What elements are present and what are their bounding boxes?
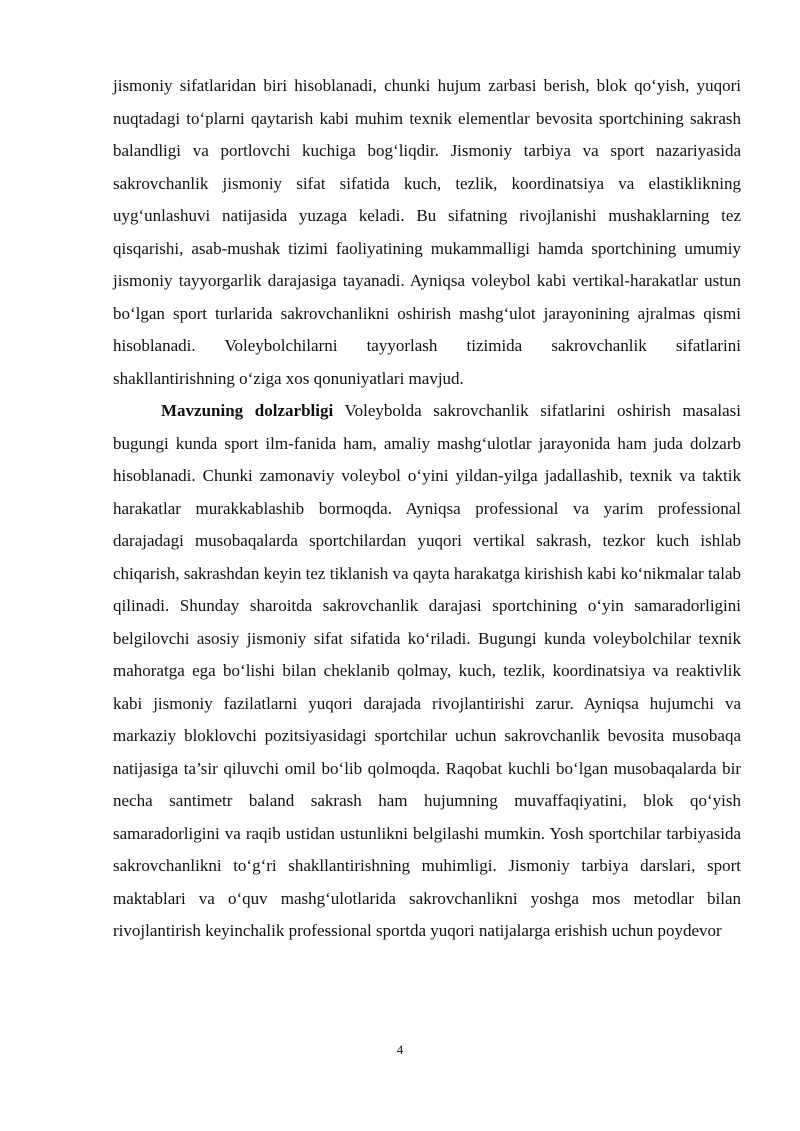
document-page xyxy=(113,70,741,948)
section-heading-inline: Mavzuning dolzarbligi xyxy=(161,401,334,420)
topic-relevance-text: Voleybolda sakrovchanlik sifatlarini oshirish masalasi bugungi kunda sport ilm-fanida ham, amaliy mashg‘ulotlar jarayonida ham juda dolzarb hisoblanadi. Chunki zamonaviy voleybol o‘yini yildan-yilga jadallashib, texnik va taktik harakatlar murakkablashib bormoqda. Ayniqsa professional va yarim professional darajadagi musobaqalarda sportchilardan yuqori vertikal sakrash, tezkor kuch ishlab chiqarish, sakrashdan keyin tez tiklanish va qayta harakatga kirishish kabi ko‘nikmalar talab qilinadi. Shunday sharoitda sakrovchanlik darajasi sportchining o‘yin samaradorligini belgilovchi asosiy jismoniy sifat sifatida ko‘riladi. Bugungi kunda voleybolchilar texnik mahoratga ega bo‘lishi bilan cheklanib qolmay, kuch, tezlik, koordinatsiya va reaktivlik kabi jismoniy fazilatlarni yuqori darajada rivojlantirishi zarur. Ayniqsa hujumchi va markaziy bloklovchi pozitsiyasidagi sportchilar uchun sakrovchanlik bevosita musobaqa natijasiga ta’sir qiluvchi omil bo‘lib qolmoqda. Raqobat kuchli bo‘lgan musobaqalarda bir necha santimetr baland sakrash ham hujumning muvaffaqiyatini, blok qo‘yish samaradorligini va raqib ustidan ustunlikni belgilashi mumkin. Yosh sportchilar tarbiyasida sakrovchanlikni to‘g‘ri shakllantirishning muhimligi. Jismoniy tarbiya darslari, sport maktablari va o‘quv mashg‘ulotlarida sakrovchanlikni yoshga mos metodlar bilan rivojlantirish keyinchalik professional sportda yuqori natijalarga erishish uchun poydevor xyxy=(113,401,741,940)
page-number: 4 xyxy=(396,1042,404,1057)
topic-relevance-paragraph xyxy=(113,395,741,948)
body-paragraph: jismoniy sifatlaridan biri hisoblanadi, chunki hujum zarbasi berish, blok qo‘yish, yuqori nuqtadagi to‘plarni qaytarish kabi muhim texnik elementlar bevosita sportchining sakrash balandligi va portlovchi kuchiga bog‘liqdir. Jismoniy tarbiya va sport nazariyasida sakrovchanlik jismoniy sifat sifatida kuch, tezlik, koordinatsiya va elastiklikning uyg‘unlashuvi natijasida yuzaga keladi. Bu sifatning rivojlanishi mushaklarning tez qisqarishi, asab-mushak tizimi faoliyatining mukammalligi hamda sportchining umumiy jismoniy tayyorgarlik darajasiga tayanadi. Ayniqsa voleybol kabi vertikal-harakatlar ustun bo‘lgan sport turlarida sakrovchanlikni oshirish mashg‘ulot jarayonining ajralmas qismi hisoblanadi. Voleybolchilarni tayyorlash tizimida sakrovchanlik sifatlarini shakllantirishning o‘ziga xos qonuniyatlari mavjud. xyxy=(113,76,741,388)
